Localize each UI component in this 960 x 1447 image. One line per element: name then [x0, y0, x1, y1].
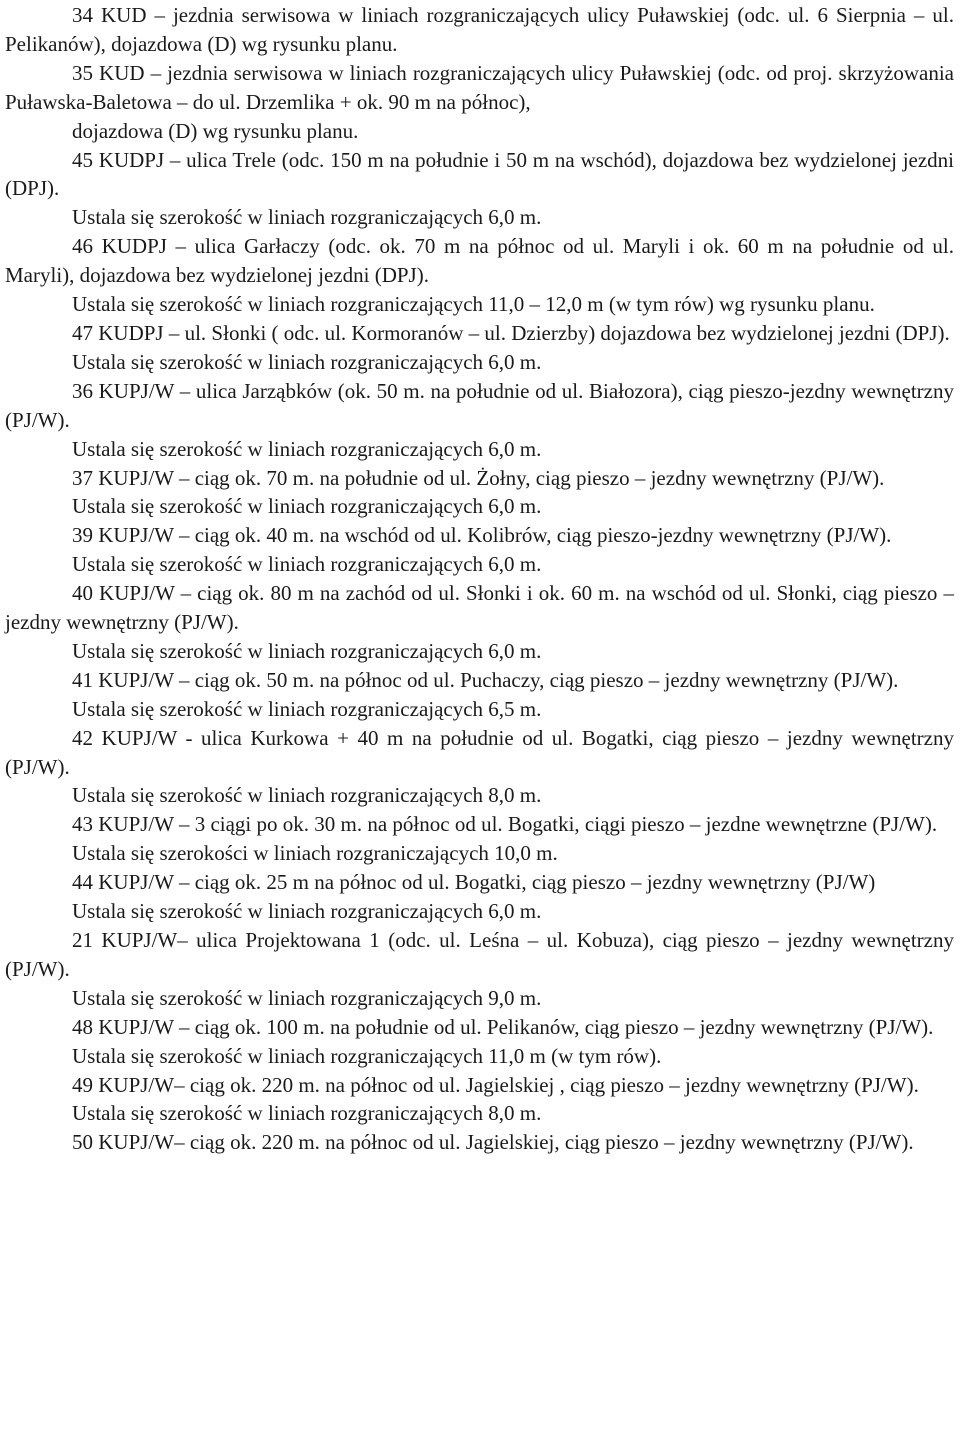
paragraph: 21 KUPJ/W– ulica Projektowana 1 (odc. ul. Leśna – ul. Kobuza), ciąg pieszo – jezdny wewnętrzny (PJ/W).: [5, 928, 954, 981]
paragraph: 40 KUPJ/W – ciąg ok. 80 m na zachód od ul. Słonki i ok. 60 m. na wschód od ul. Słonki, ciąg pieszo – jezdny wewnętrzny (PJ/W).: [5, 581, 954, 635]
paragraph: 46 KUDPJ – ulica Garłaczy (odc. ok. 70 m na północ od ul. Maryli i ok. 60 m na południe od ul. Maryli), dojazdowa bez wydzielonej jezdni (DPJ).: [5, 234, 954, 288]
paragraph: 47 KUDPJ – ul. Słonki ( odc. ul. Kormoranów – ul. Dzierzby) dojazdowa bez wydzielonej jezdni (DPJ).: [72, 320, 950, 345]
paragraph: Ustala się szerokość w liniach rozgraniczających 6,5 m.: [72, 696, 542, 721]
paragraph: Ustala się szerokość w liniach rozgraniczających 6,0 m.: [72, 494, 542, 519]
paragraph: 37 KUPJ/W – ciąg ok. 70 m. na południe od ul. Żołny, ciąg pieszo – jezdny wewnętrzny (PJ/W).: [72, 465, 885, 490]
paragraph: Ustala się szerokość w liniach rozgraniczających 8,0 m.: [72, 1101, 542, 1126]
paragraph: 34 KUD – jezdnia serwisowa w liniach rozgraniczających ulicy Puławskiej (odc. ul. 6 Sierpnia – ul. Pelikanów), dojazdowa (D) wg rysunku planu.: [5, 3, 954, 56]
paragraph: 39 KUPJ/W – ciąg ok. 40 m. na wschód od ul. Kolibrów, ciąg pieszo-jezdny wewnętrzny (PJ/W).: [72, 523, 892, 548]
paragraph: 36 KUPJ/W – ulica Jarząbków (ok. 50 m. na południe od ul. Białozora), ciąg pieszo-jezdny wewnętrzny (PJ/W).: [5, 378, 954, 432]
paragraph: Ustala się szerokości w liniach rozgraniczających 10,0 m.: [72, 841, 558, 866]
paragraph: Ustala się szerokość w liniach rozgraniczających 8,0 m.: [72, 783, 542, 808]
paragraph: Ustala się szerokość w liniach rozgraniczających 6,0 m.: [72, 436, 542, 461]
paragraph: Ustala się szerokość w liniach rozgraniczających 11,0 – 12,0 m (w tym rów) wg rysunku planu.: [72, 292, 875, 317]
paragraph: Ustala się szerokość w liniach rozgraniczających 9,0 m.: [72, 985, 542, 1010]
paragraph: dojazdowa (D) wg rysunku planu.: [72, 118, 359, 143]
paragraph: Ustala się szerokość w liniach rozgraniczających 6,0 m.: [72, 638, 542, 663]
paragraph: 35 KUD – jezdnia serwisowa w liniach rozgraniczających ulicy Puławskiej (odc. od proj. skrzyżowania Puławska-Baletowa – do ul. Drzemlika + ok. 90 m na północ),: [5, 60, 954, 114]
paragraph: Ustala się szerokość w liniach rozgraniczających 11,0 m (w tym rów).: [72, 1043, 662, 1068]
paragraph: 45 KUDPJ – ulica Trele (odc. 150 m na południe i 50 m na wschód), dojazdowa bez wydzielonej jezdni (DPJ).: [5, 147, 954, 201]
paragraph: 41 KUPJ/W – ciąg ok. 50 m. na północ od ul. Puchaczy, ciąg pieszo – jezdny wewnętrzny (PJ/W).: [72, 667, 899, 692]
paragraph: 50 KUPJ/W– ciąg ok. 220 m. na północ od ul. Jagielskiej, ciąg pieszo – jezdny wewnętrzny (PJ/W).: [72, 1130, 914, 1155]
paragraph: 42 KUPJ/W - ulica Kurkowa + 40 m na południe od ul. Bogatki, ciąg pieszo – jezdny wewnętrzny (PJ/W).: [5, 725, 954, 779]
paragraph: Ustala się szerokość w liniach rozgraniczających 6,0 m.: [72, 552, 542, 577]
paragraph: 48 KUPJ/W – ciąg ok. 100 m. na południe od ul. Pelikanów, ciąg pieszo – jezdny wewnętrzny (PJ/W).: [72, 1014, 934, 1039]
document-body: [5, 1, 954, 1157]
paragraph: 43 KUPJ/W – 3 ciągi po ok. 30 m. na północ od ul. Bogatki, ciągi pieszo – jezdne wewnętrzne (PJ/W).: [72, 812, 938, 837]
paragraph: Ustala się szerokość w liniach rozgraniczających 6,0 m.: [72, 205, 542, 230]
paragraph: Ustala się szerokość w liniach rozgraniczających 6,0 m.: [72, 349, 542, 374]
paragraph: Ustala się szerokość w liniach rozgraniczających 6,0 m.: [72, 899, 542, 924]
paragraph: 49 KUPJ/W– ciąg ok. 220 m. na północ od ul. Jagielskiej , ciąg pieszo – jezdny wewnętrzny (PJ/W).: [72, 1072, 919, 1097]
paragraph: 44 KUPJ/W – ciąg ok. 25 m na północ od ul. Bogatki, ciąg pieszo – jezdny wewnętrzny (PJ/W): [72, 870, 876, 895]
